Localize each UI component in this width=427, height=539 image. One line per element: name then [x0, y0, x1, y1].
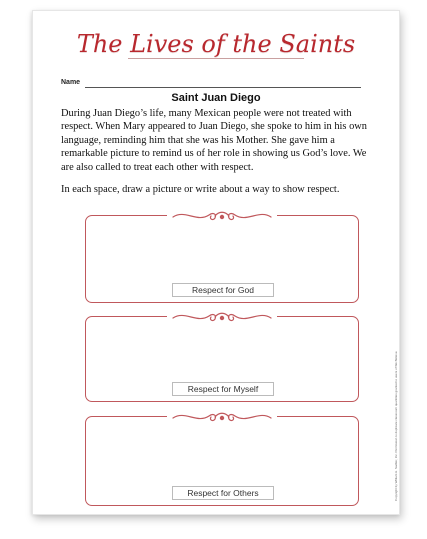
flourish-ornament-icon [167, 207, 277, 225]
name-write-line[interactable] [85, 87, 361, 88]
name-label: Name [61, 79, 81, 86]
title-divider [128, 58, 304, 59]
name-row [61, 76, 391, 90]
respect-for-others-box[interactable] [85, 416, 359, 506]
instruction-paragraph: In each space, draw a picture or write about a way to show respect. [61, 184, 340, 195]
worksheet-page [32, 10, 400, 515]
respect-for-god-box[interactable] [85, 215, 359, 303]
box-label: Respect for Myself [172, 382, 274, 396]
box-label: Respect for Others [172, 486, 274, 500]
flourish-ornament-icon [167, 308, 277, 326]
worksheet-heading: Saint Juan Diego [171, 92, 261, 104]
box-label: Respect for God [172, 283, 274, 297]
copyright-notice [390, 261, 398, 501]
respect-for-myself-box[interactable] [85, 316, 359, 402]
series-title: The Lives of the Saints [76, 30, 356, 58]
intro-paragraph: During Juan Diego’s life, many Mexican people were not treated with respect. When Mary appeared to Juan Diego, she spoke to him in his own language, reminding him that she was his Mother. She gave him a remarkable picture to remind us of her role in showing us God’s love. We are also called to treat each other with respect. [61, 108, 367, 173]
copyright-text: Copyright by William H. Sadlier, Inc. Permission to duplicate classroom quantities granted to users of We Believe. [394, 350, 398, 501]
flourish-ornament-icon [167, 408, 277, 426]
